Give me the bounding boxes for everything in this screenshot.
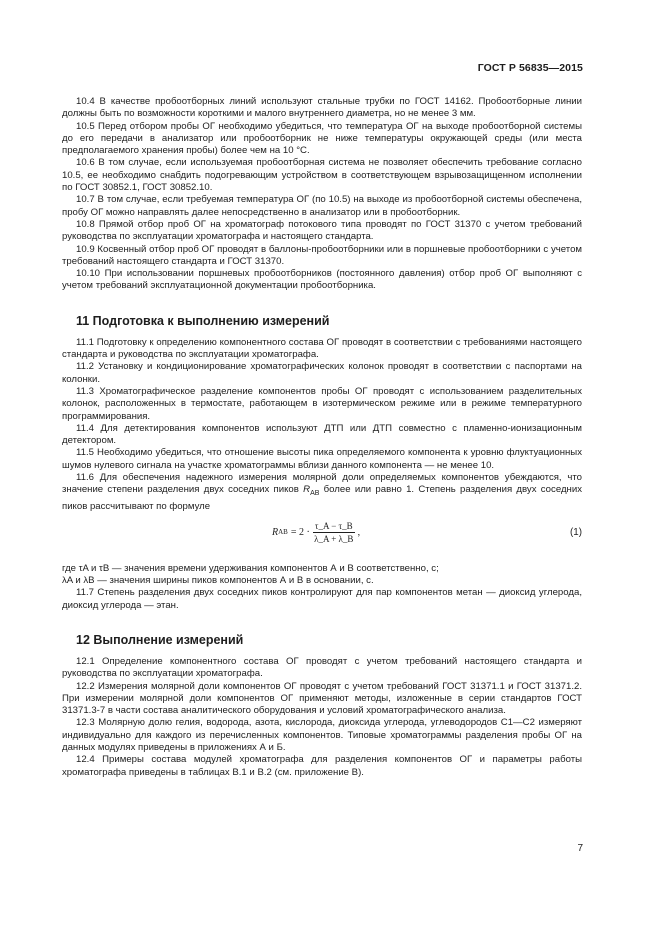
clause-11-6-text-b: более или равно 1. Степень разделения двух соседних пиков рассчитывают по формуле	[62, 484, 582, 512]
separation-symbol-subscript: AB	[310, 490, 320, 498]
clause-12-1: 12.1 Определение компонентного состава ОГ проводят с учетом требований настоящего стандарта и руководства по эксплуатации хроматографа.	[62, 656, 582, 680]
clause-11-5: 11.5 Необходимо убедиться, что отношение высоты пика определяемого компонента к уровню флуктуационных шумов нулевого сигнала на участке хроматограммы вблизи данного компонента — не менее 10.	[62, 447, 582, 471]
clause-10-7: 10.7 В том случае, если требуемая температура ОГ (по 10.5) на выходе из пробоотборной системы обеспечена, пробу ОГ можно направлять далее непосредственно в анализатор или в пробоотборник.	[62, 194, 582, 218]
where-tau: τA и τB — значения времени удерживания компонентов А и В соответственно, с;	[78, 562, 439, 574]
clause-11-3: 11.3 Хроматографическое разделение компонентов пробы ОГ проводят с использованием разделительных колонок, расположенных в термостате, работающем в изотермическом режиме или в режиме температурного программирования.	[62, 385, 582, 422]
clause-10-10: 10.10 При использовании поршневых пробоотборников (постоянного давления) отбор проб ОГ выполняют с учетом требований эксплуатационной документации пробоотборника.	[62, 268, 582, 292]
clause-10-6: 10.6 В том случае, если используемая пробоотборная система не позволяет обеспечить требование согласно 10.5, ее необходимо снабдить подогревающим устройством в соответствующем взрывозащищенном исполнении по ГОСТ 30852.1, ГОСТ 30852.10.	[62, 157, 582, 194]
where-lambda: λA и λB — значения ширины пиков компонентов А и В в основании, с.	[62, 575, 374, 587]
clause-11-4: 11.4 Для детектирования компонентов используют ДТП или ДТП совместно с пламенно-ионизационным детектором.	[62, 422, 582, 447]
formula-denominator: λ_A + λ_B	[314, 533, 354, 544]
separation-symbol: R	[303, 484, 311, 496]
clause-12-2: 12.2 Измерения молярной доли компонентов ОГ проводят с учетом требований ГОСТ 31371.1 и ГОСТ 31371.2. При измерении молярной доли компонентов ОГ применяют методы, изложенные в серии стандартов ГОСТ 31371.3-7 в части состава аналитического оборудования и условий хроматографического анализа.	[62, 680, 582, 717]
formula-legend-line-2	[62, 575, 582, 587]
clause-11-1: 11.1 Подготовку к определению компонентного состава ОГ проводят в соответствии с требованиями настоящего стандарта и руководства по эксплуатации хроматографа.	[62, 336, 582, 361]
formula-1	[62, 519, 582, 557]
page-body	[62, 96, 582, 779]
clause-12-4: 12.4 Примеры состава модулей хроматографа для разделения компонентов ОГ и параметры работы хроматографа приведены в таблицах В.1 и В.2 (см. приложение В).	[62, 754, 582, 778]
section-11-heading: 11 Подготовка к выполнению измерений	[76, 313, 330, 328]
where-prefix: где	[62, 562, 77, 574]
clause-11-6-text-a: 11.6 Для обеспечения надежного измерения молярной доли определяемых компонентов убеждаются, что значение степени разделения двух соседних пиков	[62, 472, 582, 496]
clause-10-4: 10.4 В качестве пробоотборных линий используют стальные трубки по ГОСТ 14162. Пробоотборные линии должны быть по возможности короткими и малого внутреннего диаметра, но не менее 3 мм.	[62, 96, 582, 120]
formula-expression	[272, 521, 360, 544]
clause-11-7: 11.7 Степень разделения двух соседних пиков контролируют для пар компонентов метан — диоксид углерода, диоксид углерода — этан.	[62, 587, 582, 611]
formula-number: (1)	[570, 526, 582, 538]
formula-equals: = 2 ·	[290, 526, 310, 538]
section-12-heading: 12 Выполнение измерений	[76, 633, 244, 647]
clause-11-6	[62, 472, 582, 513]
clause-10-9: 10.9 Косвенный отбор проб ОГ проводят в баллоны-пробоотборники или в поршневые пробоотборники с учетом требований настоящего стандарта и ГОСТ 31370.	[62, 243, 582, 267]
formula-legend-line-1	[62, 563, 582, 575]
formula-fraction	[313, 521, 355, 544]
standard-designation: ГОСТ Р 56835—2015	[477, 62, 583, 74]
clause-10-8: 10.8 Прямой отбор проб ОГ на хроматограф потокового типа проводят по ГОСТ 31370 с учетом требований руководства по эксплуатации хроматографа и настоящего стандарта.	[62, 218, 582, 243]
formula-tail: ,	[357, 526, 361, 538]
formula-lhs-subscript: AB	[278, 528, 288, 537]
formula-numerator: τ_A − τ_B	[314, 520, 353, 531]
clause-11-2: 11.2 Установку и кондиционирование хроматографических колонок проводят в соответствии с паспортами на колонки.	[62, 361, 582, 385]
clause-10-5: 10.5 Перед отбором пробы ОГ необходимо убедиться, что температура ОГ на выходе пробоотборной системы до его передачи в анализатор или пробоотборник не ниже температуры окружающей среды (или места предполагаемого хранения пробы) более чем на 10 °С.	[62, 120, 582, 157]
formula-lhs: R	[272, 526, 279, 538]
clause-12-3: 12.3 Молярную долю гелия, водорода, азота, кислорода, диоксида углерода, углеводородов С1—С2 измеряют индивидуально для каждого из перечисленных компонентов. Типовые хроматограммы разделения пробы ОГ на данных модулях приведены в приложениях А и Б.	[62, 717, 582, 754]
page-number: 7	[577, 843, 583, 854]
